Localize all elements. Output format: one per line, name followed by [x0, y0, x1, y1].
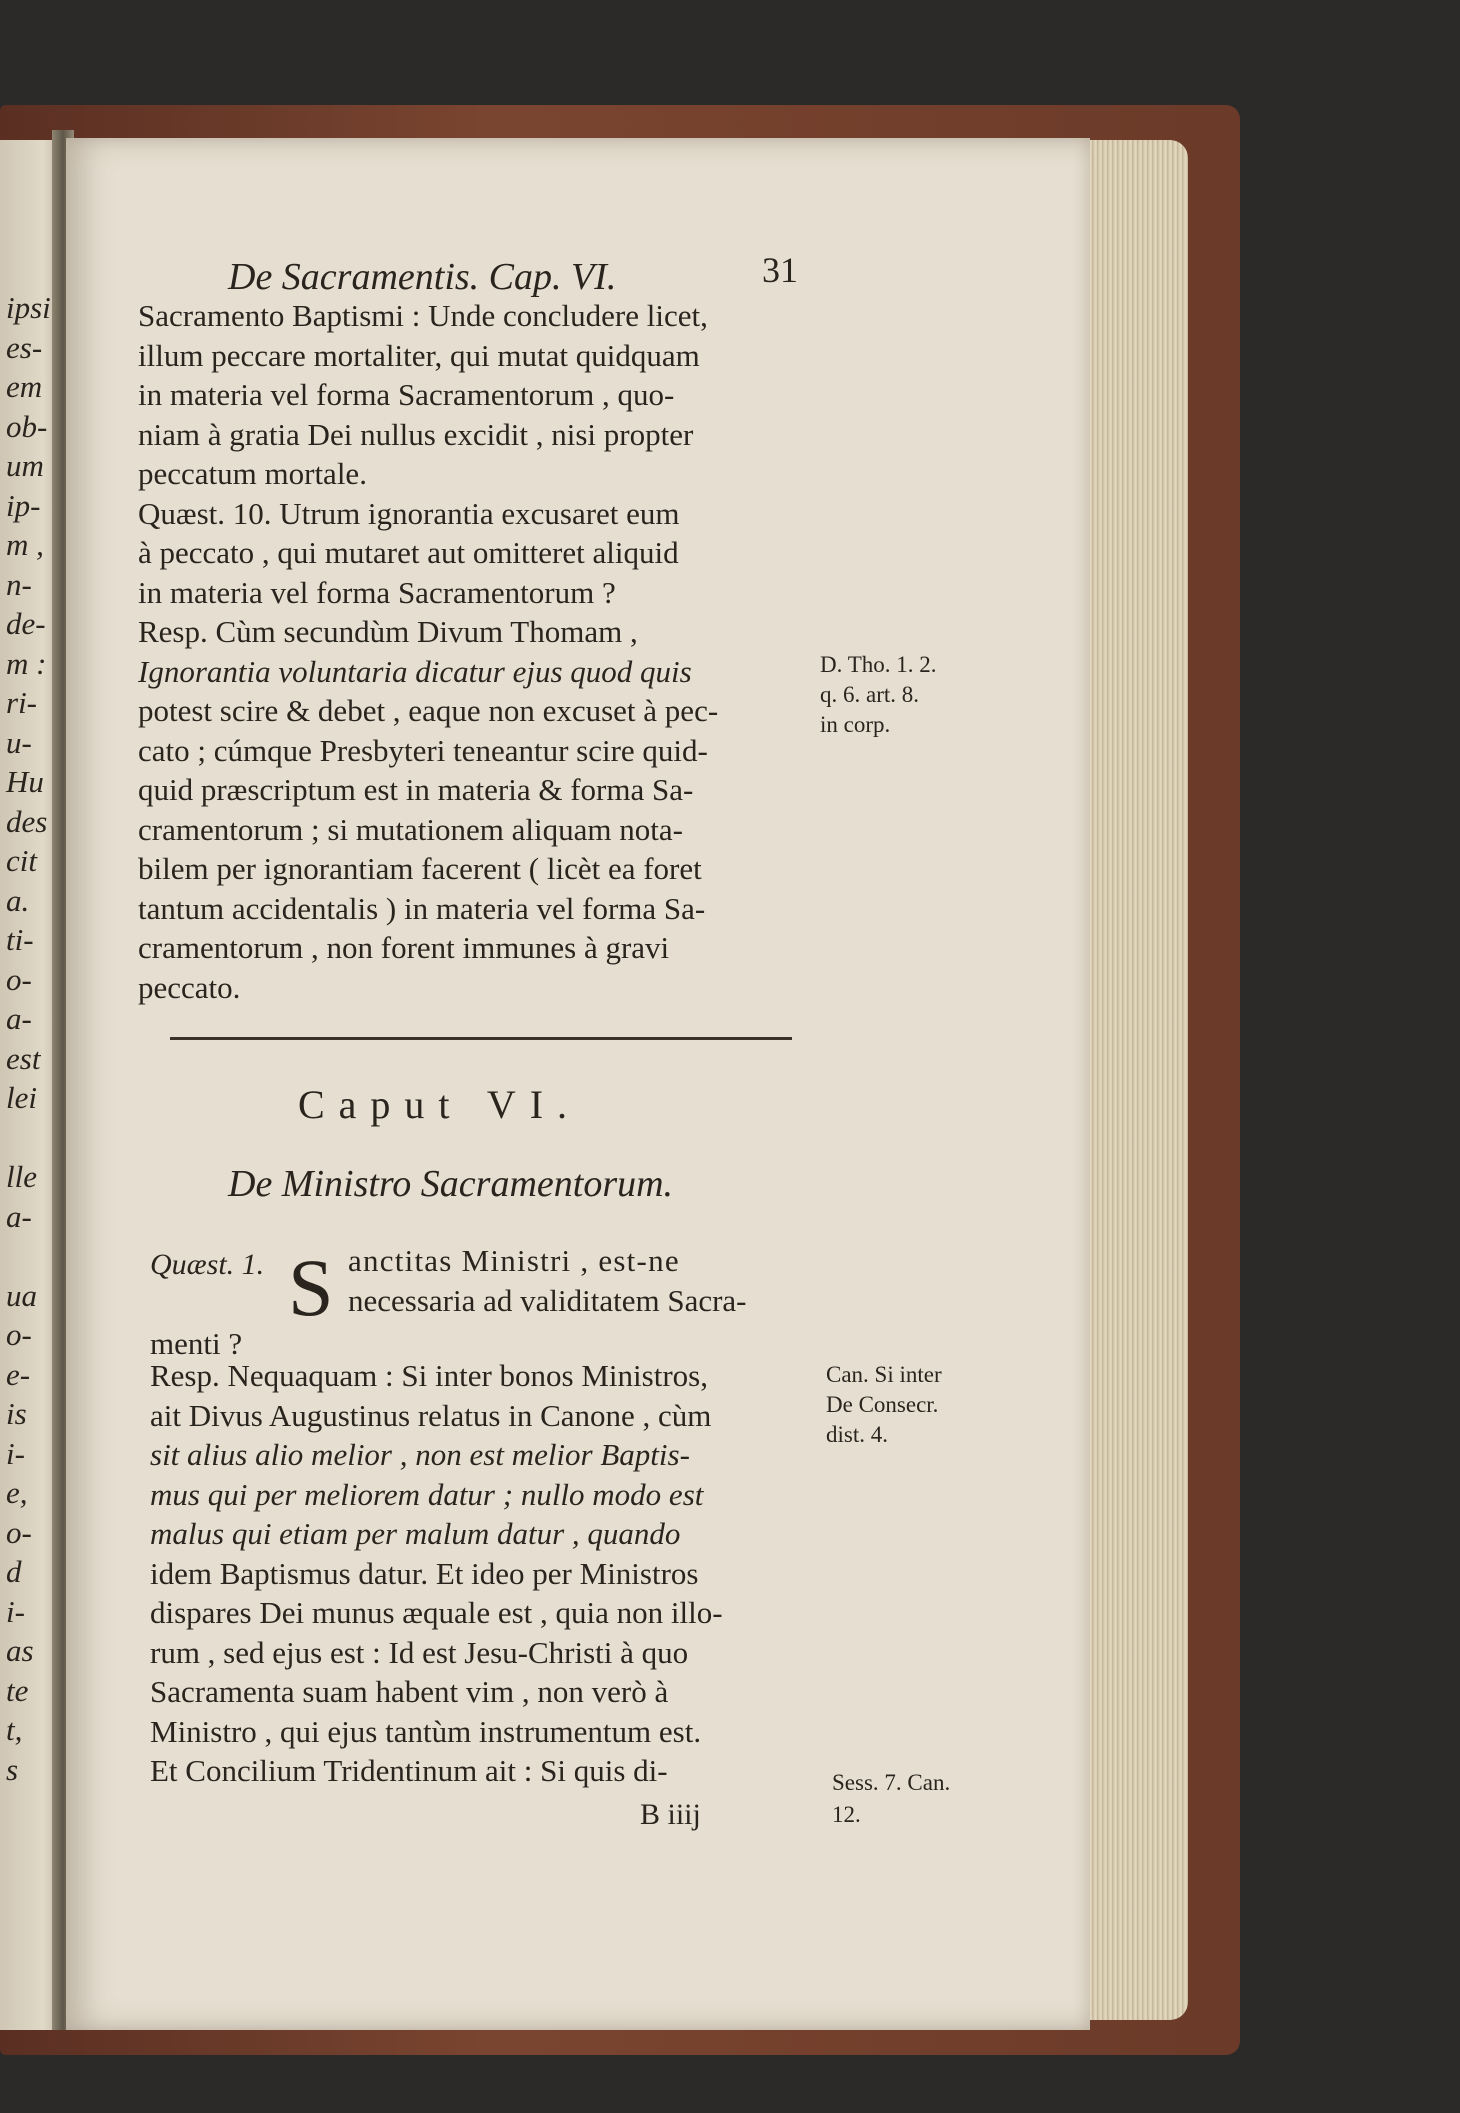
left-page-fragment: lle: [6, 1159, 37, 1194]
text-line: peccato.: [138, 969, 241, 1005]
text-line: idem Baptismus datur. Et ideo per Ministros: [150, 1555, 699, 1591]
page-edges: [1088, 140, 1188, 2020]
left-page-fragment: em: [6, 369, 43, 404]
left-page-fragment: a-: [6, 1001, 32, 1036]
left-page-fragment: o-: [6, 1514, 32, 1550]
left-page-fragment: de-: [6, 606, 46, 641]
text-line: cramentorum ; si mutationem aliquam nota-: [138, 811, 683, 847]
left-page-fragment: te: [6, 1672, 29, 1708]
left-page-fragment: e-: [6, 1356, 31, 1392]
margin-line: Can. Si inter: [826, 1362, 942, 1387]
margin-line: D. Tho. 1. 2.: [820, 652, 937, 677]
left-page-fragment: ipsi: [6, 290, 51, 325]
text-line: Et Concilium Tridentinum ait : Si quis di-: [150, 1753, 668, 1788]
section-rule: [170, 1037, 792, 1040]
question-line-3: menti ?: [150, 1326, 243, 1361]
text-line: rum , sed ejus est : Id est Jesu-Christi à quo: [150, 1634, 689, 1670]
text-line: Sacramenta suam habent vim , non verò à: [150, 1674, 669, 1709]
text-line: niam à gratia Dei nullus excidit , nisi propter: [138, 416, 694, 452]
left-page-fragment: lei: [6, 1080, 37, 1115]
question-line-1: anctitas Ministri , est-ne: [348, 1243, 680, 1278]
margin-line: De Consecr.: [826, 1392, 939, 1417]
left-page-fragment: e,: [6, 1475, 28, 1510]
left-page-fragment: ip-: [6, 487, 41, 523]
text-line: illum peccare mortaliter, qui mutat quidquam: [138, 337, 700, 373]
text-line: ait Divus Augustinus relatus in Canone , cùm: [150, 1397, 712, 1433]
margin-line: q. 6. art. 8.: [820, 682, 920, 707]
text-line: bilem per ignorantiam facerent ( licèt ea foret: [138, 851, 702, 886]
left-page-fragment: m ,: [6, 527, 44, 562]
text-line: Ministro , qui ejus tantùm instrumentum est.: [150, 1713, 702, 1749]
text-line: cato ; cúmque Presbyteri teneantur scire quid-: [138, 732, 708, 768]
question-label: Quæst. 1.: [150, 1248, 265, 1281]
left-page-fragment: u-: [6, 724, 32, 760]
text-line: Resp. Nequaquam : Si inter bonos Ministros,: [150, 1358, 708, 1393]
left-page-fragment: ob-: [6, 408, 48, 444]
text-line: cramentorum , non forent immunes à gravi: [138, 930, 670, 965]
text-line: à peccato , qui mutaret aut omitteret aliquid: [138, 535, 679, 570]
left-page-fragment: a.: [6, 882, 30, 918]
left-page-fragment: m :: [6, 645, 47, 681]
text-line: in materia vel forma Sacramentorum , quo-: [138, 377, 675, 412]
text-line: quid præscriptum est in materia & forma Sa-: [138, 772, 694, 807]
left-page-fragment: um: [6, 448, 44, 483]
left-page-fragment: ti-: [6, 922, 34, 957]
margin-line: 12.: [832, 1802, 861, 1827]
chapter-subtitle: De Ministro Sacramentorum.: [228, 1163, 674, 1205]
left-page-fragment: s: [6, 1751, 19, 1787]
chapter-heading: Caput VI.: [298, 1082, 582, 1127]
text-line: sit alius alio melior , non est melior Baptis-: [150, 1437, 690, 1472]
left-page-fragment: es-: [6, 329, 43, 365]
text-line: Resp. Cùm secundùm Divum Thomam ,: [138, 614, 638, 649]
left-page-fragment: cit: [6, 843, 37, 878]
text-line: mus qui per meliorem datur ; nullo modo est: [150, 1476, 704, 1512]
signature-mark: B iiij: [640, 1798, 701, 1831]
text-line: peccatum mortale.: [138, 456, 367, 491]
left-page-fragment: Hu: [6, 764, 44, 799]
text-line: Ignorantia voluntaria dicatur ejus quod quis: [138, 653, 692, 689]
margin-line: in corp.: [820, 712, 891, 737]
margin-line: dist. 4.: [826, 1422, 888, 1447]
left-page-fragment: des: [6, 803, 48, 839]
text-line: dispares Dei munus æquale est , quia non illo-: [150, 1595, 723, 1630]
left-page-fragment: i-: [6, 1593, 25, 1629]
left-page-fragment: n-: [6, 566, 32, 602]
page-number: 31: [762, 250, 798, 290]
text-line: Quæst. 10. Utrum ignorantia excusaret eum: [138, 495, 680, 531]
question-line-2: necessaria ad validitatem Sacra-: [348, 1283, 747, 1318]
left-page-fragment: ri-: [6, 685, 37, 720]
text-line: potest scire & debet , eaque non excuset à pec-: [138, 693, 719, 728]
left-page-fragment: est: [6, 1040, 41, 1076]
left-page-fragment: as: [6, 1633, 34, 1668]
left-page-fragment: a-: [6, 1198, 32, 1234]
text-line: tantum accidentalis ) in materia vel forma Sa-: [138, 890, 706, 926]
margin-line: Sess. 7. Can.: [832, 1770, 951, 1795]
text-line: Sacramento Baptismi : Unde concludere licet,: [138, 298, 708, 333]
left-page-fragment: d: [6, 1554, 22, 1589]
left-page-fragment: ua: [6, 1277, 37, 1313]
text-line: malus qui etiam per malum datur , quando: [150, 1516, 681, 1551]
drop-capital: S: [288, 1242, 334, 1333]
left-page-fragment: t,: [6, 1712, 23, 1747]
left-page-fragment: o-: [6, 1317, 32, 1352]
text-line: in materia vel forma Sacramentorum ?: [138, 574, 616, 610]
left-page-fragment: is: [6, 1396, 27, 1431]
left-page-fragment: i-: [6, 1435, 25, 1471]
running-head: De Sacramentis. Cap. VI.: [228, 256, 617, 298]
left-page-fragment: o-: [6, 961, 32, 997]
